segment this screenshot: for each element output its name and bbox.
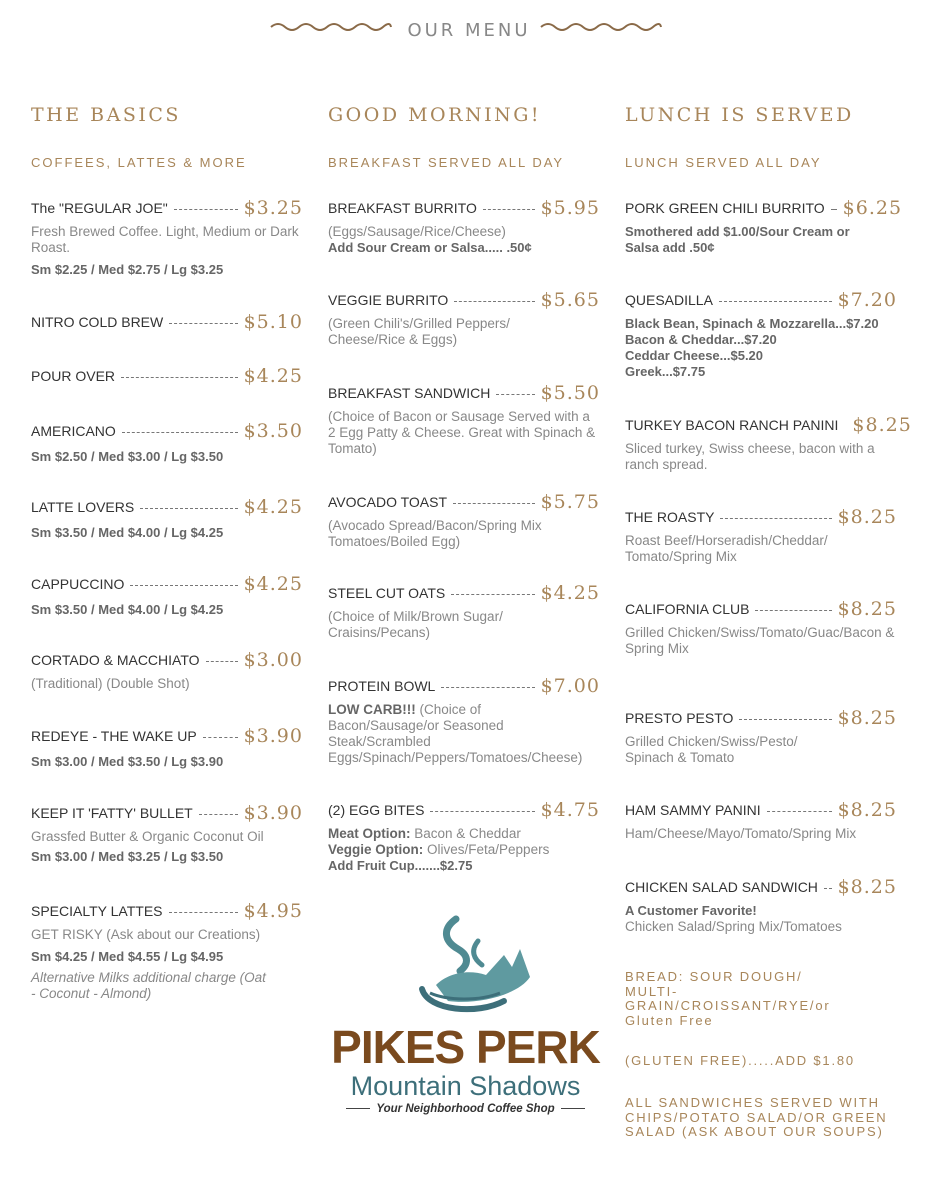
lunch-column (625, 104, 912, 1154)
item-price: $3.00 (243, 649, 303, 671)
item-price: $8.25 (837, 598, 897, 620)
leader-dots (453, 503, 535, 504)
leader-dots (451, 594, 534, 595)
menu-item-ham-sammy-panini (625, 798, 897, 842)
leader-dots (169, 323, 237, 324)
menu-item-breakfast-sandwich (328, 381, 600, 457)
right-wave-ornament (540, 20, 662, 34)
item-desc: Grilled Chicken/Swiss/Pesto/ Spinach & Tomato (625, 734, 798, 765)
leader-dots (206, 661, 238, 662)
item-desc: (Choice of Milk/Brown Sugar/ Craisins/Pecans) (328, 609, 503, 640)
leader-dots (719, 301, 832, 302)
item-sizes: Sm $2.25 / Med $2.75 / Lg $3.25 (31, 262, 224, 277)
item-desc: Sliced turkey, Swiss cheese, bacon with a ranch spread. (625, 441, 875, 472)
item-name: CORTADO & MACCHIATO (31, 652, 200, 668)
basics-title: THE BASICS (31, 104, 181, 126)
item-price: $4.25 (243, 365, 303, 387)
item-sizes: Sm $3.00 / Med $3.25 / Lg $3.50 (31, 849, 224, 864)
item-name: CHICKEN SALAD SANDWICH (625, 879, 818, 895)
menu-item-breakfast-burrito (328, 196, 600, 256)
item-name: QUESADILLA (625, 292, 713, 308)
item-price: $7.00 (540, 675, 600, 697)
logo-brand-name: PIKES PERK (331, 1021, 600, 1073)
item-desc: Roast Beef/Horseradish/Cheddar/ Tomato/Spring Mix (625, 533, 828, 564)
item-name: STEEL CUT OATS (328, 585, 446, 601)
item-name: AMERICANO (31, 423, 116, 439)
item-desc (328, 702, 583, 766)
bread-options-note: BREAD: SOUR DOUGH/ MULTI-GRAIN/CROISSANT/RYE/or Gluten Free (625, 969, 831, 1028)
item-price: $5.75 (540, 491, 600, 513)
morning-title: GOOD MORNING! (328, 104, 542, 126)
quesadilla-option: Bacon & Cheddar...$7.20 (625, 332, 777, 347)
menu-item-fatty-bullet (31, 801, 303, 864)
item-name: BREAKFAST SANDWICH (328, 385, 491, 401)
lunch-title: LUNCH IS SERVED (625, 104, 854, 126)
item-price: $4.25 (243, 573, 303, 595)
menu-item-pour-over (31, 364, 303, 388)
leader-dots (720, 518, 831, 519)
menu-item-chicken-salad-sandwich (625, 875, 897, 935)
item-name: HAM SAMMY PANINI (625, 802, 761, 818)
menu-item-presto-pesto (625, 706, 897, 766)
item-sizes: Sm $3.00 / Med $3.50 / Lg $3.90 (31, 754, 224, 769)
item-name: REDEYE - THE WAKE UP (31, 728, 197, 744)
menu-item-california-club (625, 597, 897, 657)
item-price: $5.95 (540, 197, 600, 219)
menu-item-protein-bowl (328, 674, 600, 766)
item-price: $8.25 (837, 707, 897, 729)
menu-item-americano (31, 419, 303, 464)
alt-milk-note: Alternative Milks additional charge (Oat - Coconut - Almond) (31, 970, 266, 1001)
item-price: $5.65 (540, 289, 600, 311)
item-price: $4.75 (540, 799, 600, 821)
item-price: $4.25 (540, 582, 600, 604)
leader-dots (739, 719, 831, 720)
item-desc: GET RISKY (Ask about our Creations) (31, 927, 261, 942)
item-name: CAPPUCCINO (31, 576, 125, 592)
item-name: KEEP IT 'FATTY' BULLET (31, 805, 193, 821)
leader-dots (121, 377, 238, 378)
meat-option-label: Meat Option: (328, 826, 411, 841)
logo-tagline: Your Neighborhood Coffee Shop (328, 1103, 603, 1115)
item-price: $3.90 (243, 802, 303, 824)
basics-subtitle: COFFEES, LATTES & MORE (31, 155, 247, 170)
item-lead: LOW CARB!!! (328, 702, 416, 717)
item-desc: Grassfed Butter & Organic Coconut Oil (31, 829, 264, 844)
item-price: $3.50 (243, 420, 303, 442)
item-price: $4.95 (243, 900, 303, 922)
item-lead: A Customer Favorite! (625, 903, 757, 918)
item-name: SPECIALTY LATTES (31, 903, 163, 919)
item-name: THE ROASTY (625, 509, 715, 525)
item-desc-text: (Choice of Bacon/Sausage/or Seasoned Steak/Scrambled Eggs/Spinach/Peppers/Tomatoes/Cheese) (328, 702, 583, 765)
leader-dots (454, 301, 534, 302)
sandwich-sides-note: ALL SANDWICHES SERVED WITH CHIPS/POTATO SALAD/OR GREEN SALAD (ASK ABOUT OUR SOUPS) (625, 1095, 888, 1139)
coffee-cup-steam-icon (408, 915, 538, 1023)
menu-item-veggie-burrito (328, 288, 600, 348)
item-name: BREAKFAST BURRITO (328, 200, 477, 216)
leader-dots (496, 394, 534, 395)
item-desc: (Traditional) (Double Shot) (31, 676, 190, 691)
item-name: LATTE LOVERS (31, 499, 135, 515)
meat-option (328, 826, 600, 842)
item-price: $3.90 (243, 725, 303, 747)
item-name: TURKEY BACON RANCH PANINI (625, 417, 839, 433)
item-sizes: Sm $2.50 / Med $3.00 / Lg $3.50 (31, 449, 224, 464)
item-name: POUR OVER (31, 368, 116, 384)
item-name: The "REGULAR JOE" (31, 200, 168, 216)
menu-item-latte-lovers (31, 495, 303, 540)
menu-item-cappuccino (31, 572, 303, 617)
menu-item-steel-cut-oats (328, 581, 600, 641)
leader-dots (483, 209, 535, 210)
leader-dots (169, 912, 238, 913)
lunch-subtitle: LUNCH SERVED ALL DAY (625, 155, 822, 170)
gluten-free-note: (GLUTEN FREE).....ADD $1.80 (625, 1053, 855, 1068)
item-desc: Ham/Cheese/Mayo/Tomato/Spring Mix (625, 826, 857, 841)
morning-subtitle: BREAKFAST SERVED ALL DAY (328, 155, 565, 170)
item-sizes: Sm $3.50 / Med $4.00 / Lg $4.25 (31, 602, 224, 617)
leader-dots (767, 811, 832, 812)
leader-dots (174, 209, 238, 210)
veggie-option-label: Veggie Option: (328, 842, 424, 857)
menu-item-avocado-toast (328, 490, 600, 550)
veggie-option-text: Olives/Feta/Peppers (423, 842, 550, 857)
logo-location: Mountain Shadows (350, 1071, 581, 1101)
meat-option-text: Bacon & Cheddar (410, 826, 521, 841)
leader-dots (430, 811, 534, 812)
item-name: PORK GREEN CHILI BURRITO (625, 200, 825, 216)
item-name: CALIFORNIA CLUB (625, 601, 750, 617)
menu-item-quesadilla (625, 288, 897, 380)
item-desc: (Choice of Bacon or Sausage Served with a 2 Egg Patty & Cheese. Great with Spinach & Tomato) (328, 409, 596, 456)
menu-item-egg-bites (328, 798, 600, 874)
menu-item-nitro-cold-brew (31, 310, 303, 334)
item-desc: (Avocado Spread/Bacon/Spring Mix Tomatoes/Boiled Egg) (328, 518, 542, 549)
menu-item-cortado-macchiato (31, 648, 303, 692)
menu-item-pork-green-chili-burrito (625, 196, 903, 256)
item-price: $8.25 (852, 414, 912, 436)
quesadilla-option: Ceddar Cheese...$5.20 (625, 348, 764, 363)
item-price: $5.10 (243, 311, 303, 333)
leader-dots (824, 888, 832, 889)
item-desc: Chicken Salad/Spring Mix/Tomatoes (625, 919, 842, 934)
leader-dots (203, 737, 238, 738)
item-name: VEGGIE BURRITO (328, 292, 449, 308)
quesadilla-option: Greek...$7.75 (625, 364, 706, 379)
leader-dots (140, 508, 237, 509)
basics-column (31, 104, 303, 1024)
item-addon: Add Sour Cream or Salsa..... .50¢ (328, 240, 532, 255)
menu-item-turkey-bacon-ranch-panini (625, 413, 915, 473)
item-price: $8.25 (837, 506, 897, 528)
item-name: AVOCADO TOAST (328, 494, 448, 510)
veggie-option (328, 842, 600, 858)
leader-dots (122, 432, 238, 433)
item-sizes: Sm $3.50 / Med $4.00 / Lg $4.25 (31, 525, 224, 540)
menu-item-regular-joe (31, 196, 303, 277)
menu-item-specialty-lattes (31, 899, 303, 1002)
leader-dots (130, 585, 237, 586)
item-price: $8.25 (837, 876, 897, 898)
item-desc: (Eggs/Sausage/Rice/Cheese) (328, 224, 506, 239)
item-price: $5.50 (540, 382, 600, 404)
item-price: $8.25 (837, 799, 897, 821)
morning-column (328, 104, 600, 904)
item-price: $6.25 (842, 197, 903, 219)
menu-item-redeye (31, 724, 303, 769)
quesadilla-option: Black Bean, Spinach & Mozzarella...$7.20 (625, 316, 879, 331)
fruit-cup-addon: Add Fruit Cup.......$2.75 (328, 858, 473, 873)
item-desc: (Green Chili's/Grilled Peppers/ Cheese/Rice & Eggs) (328, 316, 510, 347)
item-price: $4.25 (243, 496, 303, 518)
leader-dots (199, 814, 238, 815)
menu-title: OUR MENU (407, 20, 531, 41)
item-price: $3.25 (243, 197, 303, 219)
leader-dots (831, 209, 837, 210)
item-name: PROTEIN BOWL (328, 678, 436, 694)
pikes-perk-logo (328, 915, 603, 1125)
item-sizes: Sm $4.25 / Med $4.55 / Lg $4.95 (31, 949, 224, 964)
leader-dots (441, 687, 534, 688)
item-desc: Fresh Brewed Coffee. Light, Medium or Dark Roast. (31, 224, 299, 255)
menu-item-the-roasty (625, 505, 897, 565)
item-name: (2) EGG BITES (328, 802, 425, 818)
item-desc: Grilled Chicken/Swiss/Tomato/Guac/Bacon & Spring Mix (625, 625, 895, 656)
item-price: $7.20 (837, 289, 897, 311)
item-name: NITRO COLD BREW (31, 314, 164, 330)
menu-header (0, 18, 938, 42)
item-addon: Smothered add $1.00/Sour Cream or Salsa add .50¢ (625, 224, 850, 255)
leader-dots (755, 610, 831, 611)
item-name: PRESTO PESTO (625, 710, 734, 726)
